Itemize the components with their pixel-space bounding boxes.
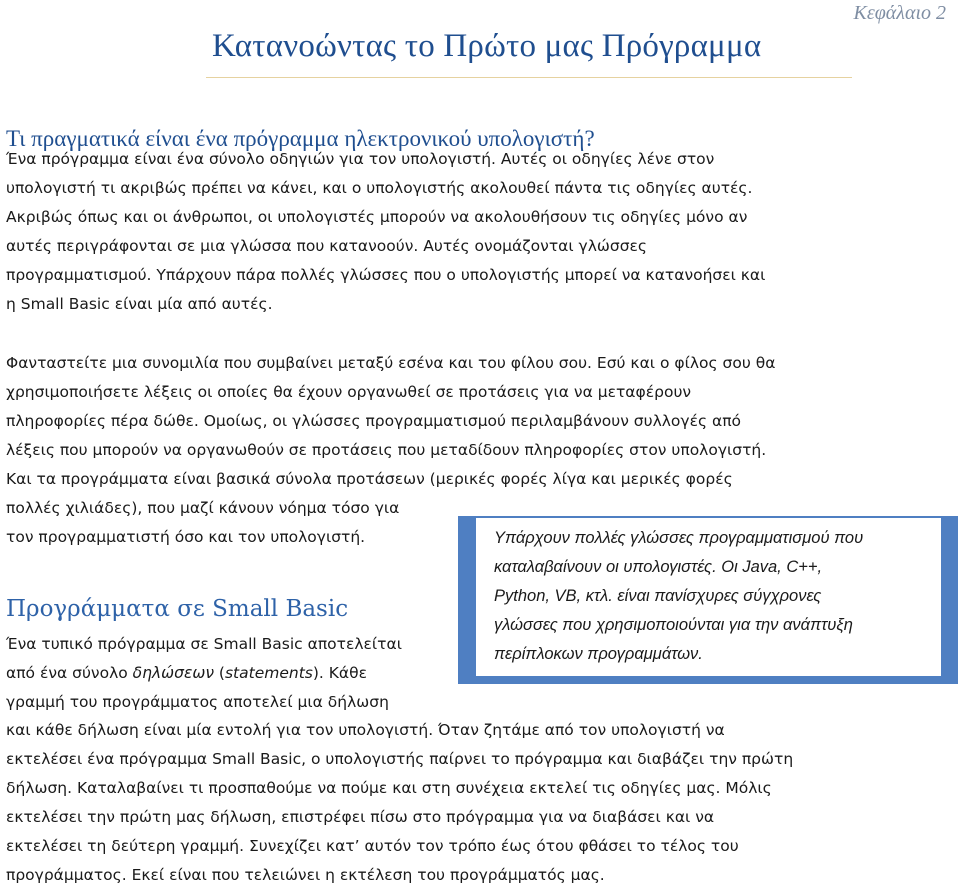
callout-line: περίπλοκων προγραμμάτων. bbox=[494, 645, 703, 663]
text-line: από ένα σύνολο δηλώσεων (statements). Κάθε bbox=[6, 664, 368, 682]
text-line: Και τα προγράμματα είναι βασικά σύνολα προτάσεων (μερικές φορές λίγα και μερικές φορές bbox=[6, 470, 733, 488]
text-line: Ένα πρόγραμμα είναι ένα σύνολο οδηγιών για τον υπολογιστή. Αυτές οι οδηγίες λένε στον bbox=[6, 150, 715, 168]
text-line: δήλωση. Καταλαβαίνει τι προσπαθούμε να πούμε και στη συνέχεια εκτελεί τις οδηγίες μας. Μόλις bbox=[6, 779, 772, 797]
paragraph-4 bbox=[6, 716, 946, 890]
paragraph-3 bbox=[6, 630, 566, 717]
text-line: Ακριβώς όπως και οι άνθρωποι, οι υπολογιστές μπορούν να ακολουθήσουν τις οδηγίες μόνο αν bbox=[6, 208, 748, 226]
section-heading-small-basic: Προγράμματα σε Small Basic bbox=[6, 596, 349, 622]
text-line: προγράμματος. Εκεί είναι που τελειώνει η εκτέλεση του προγράμματός μας. bbox=[6, 866, 605, 884]
text-line: υπολογιστή τι ακριβώς πρέπει να κάνει, και ο υπολογιστής ακολουθεί πάντα τις οδηγίες αυτές. bbox=[6, 179, 753, 197]
text-line: αυτές περιγράφονται σε μια γλώσσα που κατανοούν. Αυτές ονομάζονται γλώσσες bbox=[6, 237, 647, 255]
callout-line: γλώσσες που χρησιμοποιούνται για την ανάπτυξη bbox=[494, 616, 853, 634]
text-line: χρησιμοποιήσετε λέξεις οι οποίες θα έχουν οργανωθεί σε προτάσεις για να μεταφέρουν bbox=[6, 383, 692, 401]
callout-line: καταλαβαίνουν οι υπολογιστές. Οι Java, C++, bbox=[494, 558, 823, 576]
title-divider bbox=[206, 77, 852, 78]
term-statements-gr: δηλώσεων bbox=[132, 664, 214, 682]
text-line: εκτελέσει ένα πρόγραμμα Small Basic, ο υπολογιστής παίρνει το πρόγραμμα και διαβάζει την πρώτη bbox=[6, 750, 794, 768]
text-line: εκτελέσει την πρώτη μας δήλωση, επιστρέφει πίσω στο πρόγραμμα για να διαβάσει και να bbox=[6, 808, 715, 826]
text-line: εκτελέσει τη δεύτερη γραμμή. Συνεχίζει κατ’ αυτόν τον τρόπο έως ότου φθάσει το τέλος του bbox=[6, 837, 739, 855]
chapter-label: Κεφάλαιο 2 bbox=[853, 2, 946, 24]
text-line: πολλές χιλιάδες), που μαζί κάνουν νόημα τόσο για bbox=[6, 499, 400, 517]
callout-line: Python, VB, κτλ. είναι πανίσχυρες σύγχρονες bbox=[494, 587, 822, 605]
paragraph-1 bbox=[6, 145, 846, 319]
text-line: και κάθε δήλωση είναι μία εντολή για τον υπολογιστή. Όταν ζητάμε από τον υπολογιστή να bbox=[6, 721, 725, 739]
text-line: πληροφορίες πέρα δώθε. Ομοίως, οι γλώσσες προγραμματισμού περιλαμβάνουν συλλογές από bbox=[6, 412, 742, 430]
term-statements-en: statements bbox=[224, 664, 313, 682]
text-line: γραμμή του προγράμματος αποτελεί μια δήλωση bbox=[6, 693, 389, 711]
text-line: η Small Basic είναι μία από αυτές. bbox=[6, 295, 273, 313]
section-heading: Τι πραγματικά είναι ένα πρόγραμμα ηλεκτρονικού υπολογιστή? bbox=[6, 126, 595, 151]
text-line: Φανταστείτε μια συνομιλία που συμβαίνει μεταξύ εσένα και του φίλου σου. Εσύ και ο φίλος σου θα bbox=[6, 354, 776, 372]
page-title: Κατανοώντας το Πρώτο μας Πρόγραμμα bbox=[212, 28, 762, 64]
text-line: προγραμματισμού. Υπάρχουν πάρα πολλές γλώσσες που ο υπολογιστής μπορεί να κατανοήσει και bbox=[6, 266, 766, 284]
text-line: τον προγραμματιστή όσο και τον υπολογιστή. bbox=[6, 528, 366, 546]
callout-line: Υπάρχουν πολλές γλώσσες προγραμματισμού που bbox=[494, 529, 864, 547]
text-line: Ένα τυπικό πρόγραμμα σε Small Basic αποτελείται bbox=[6, 635, 402, 653]
text-line: λέξεις που μπορούν να οργανωθούν σε προτάσεις που μεταδίδουν πληροφορίες στον υπολογιστή. bbox=[6, 441, 767, 459]
